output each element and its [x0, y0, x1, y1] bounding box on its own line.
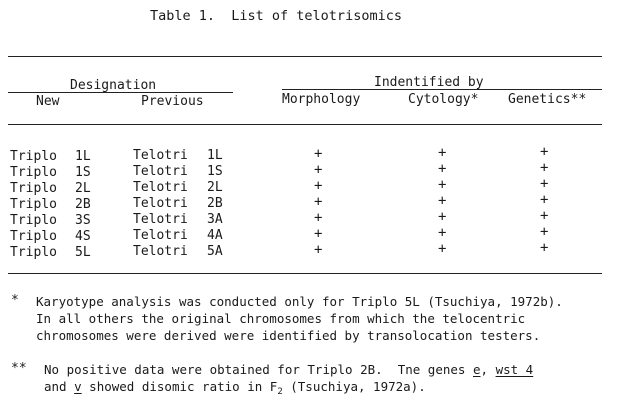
designation-header: Designation	[70, 78, 157, 93]
top-rule	[8, 56, 602, 57]
genetics-mark: +	[540, 176, 549, 192]
new-prefix: Triplo	[10, 181, 57, 196]
f2-subscript: 2	[277, 387, 283, 397]
cytology-mark: +	[438, 161, 447, 177]
cytology-mark: +	[438, 225, 447, 241]
cytology-mark: +	[438, 209, 447, 225]
previous-code: 3A	[207, 212, 223, 227]
previous-code: 1S	[207, 164, 223, 179]
table-title: Table 1. List of telotrisomics	[150, 8, 402, 24]
gene-v: v	[74, 379, 82, 394]
previous-prefix: Telotri	[133, 196, 188, 211]
previous-prefix: Telotri	[133, 244, 188, 259]
footnote-line: chromosomes were derived were identified by transolocation testers.	[36, 328, 541, 343]
genetics-header: Genetics**	[508, 92, 587, 107]
genetics-mark: +	[540, 208, 549, 224]
new-code: 1L	[75, 149, 91, 164]
new-code: 3S	[75, 213, 91, 228]
bottom-rule	[8, 273, 602, 274]
previous-prefix: Telotri	[133, 228, 188, 243]
previous-code: 4A	[207, 228, 223, 243]
new-code: 1S	[75, 165, 91, 180]
cytology-mark: +	[438, 177, 447, 193]
identified-by-rule	[282, 89, 602, 90]
gene-wst4: wst 4	[495, 362, 534, 377]
morphology-mark: +	[314, 242, 323, 258]
previous-code: 2B	[207, 196, 223, 211]
morphology-mark: +	[314, 146, 323, 162]
designation-rule	[8, 92, 233, 93]
new-prefix: Triplo	[10, 197, 57, 212]
cytology-mark: +	[438, 241, 447, 257]
morphology-mark: +	[314, 226, 323, 242]
new-prefix: Triplo	[10, 165, 57, 180]
footnote-line: Karyotype analysis was conducted only for Triplo 5L (Tsuchiya, 1972b).	[36, 294, 563, 309]
new-prefix: Triplo	[10, 245, 57, 260]
previous-prefix: Telotri	[133, 180, 188, 195]
footnote-text: ,	[480, 362, 496, 377]
previous-code: 5A	[207, 244, 223, 259]
footnote-line	[44, 378, 426, 401]
previous-code: 2L	[207, 180, 223, 195]
footnote-text: No positive data were obtained for Triplo 2B. Tne genes	[44, 362, 473, 377]
new-code: 4S	[75, 229, 91, 244]
footnote-text: and	[44, 379, 75, 394]
footnote-text: showed disomic ratio in F	[81, 379, 278, 394]
footnote-text: (Tsuchiya, 1972a).	[282, 379, 426, 394]
footnote-line	[44, 361, 533, 378]
new-prefix: Triplo	[10, 213, 57, 228]
cytology-header: Cytology*	[408, 92, 479, 107]
morphology-mark: +	[314, 194, 323, 210]
previous-prefix: Telotri	[133, 164, 188, 179]
morphology-mark: +	[314, 162, 323, 178]
identified-by-header: Indentified by	[374, 75, 484, 90]
new-code: 2L	[75, 181, 91, 196]
previous-prefix: Telotri	[133, 148, 188, 163]
new-prefix: Triplo	[10, 149, 57, 164]
morphology-mark: +	[314, 178, 323, 194]
footnote-marker: **	[11, 361, 27, 376]
new-code: 2B	[75, 197, 91, 212]
morphology-mark: +	[314, 210, 323, 226]
genetics-mark: +	[540, 240, 549, 256]
new-header: New	[36, 94, 60, 109]
gene-e: e	[472, 362, 481, 377]
new-code: 5L	[75, 245, 91, 260]
previous-code: 1L	[207, 148, 223, 163]
genetics-mark: +	[540, 224, 549, 240]
previous-header: Previous	[141, 94, 204, 109]
cytology-mark: +	[438, 193, 447, 209]
genetics-mark: +	[540, 192, 549, 208]
genetics-mark: +	[540, 160, 549, 176]
header-bottom-rule	[8, 124, 602, 125]
new-prefix: Triplo	[10, 229, 57, 244]
cytology-mark: +	[438, 145, 447, 161]
morphology-header: Morphology	[282, 92, 361, 107]
previous-prefix: Telotri	[133, 212, 188, 227]
footnote-marker: *	[11, 293, 19, 308]
genetics-mark: +	[540, 144, 549, 160]
footnote-line: In all others the original chromosomes from which the telocentric	[36, 311, 526, 326]
